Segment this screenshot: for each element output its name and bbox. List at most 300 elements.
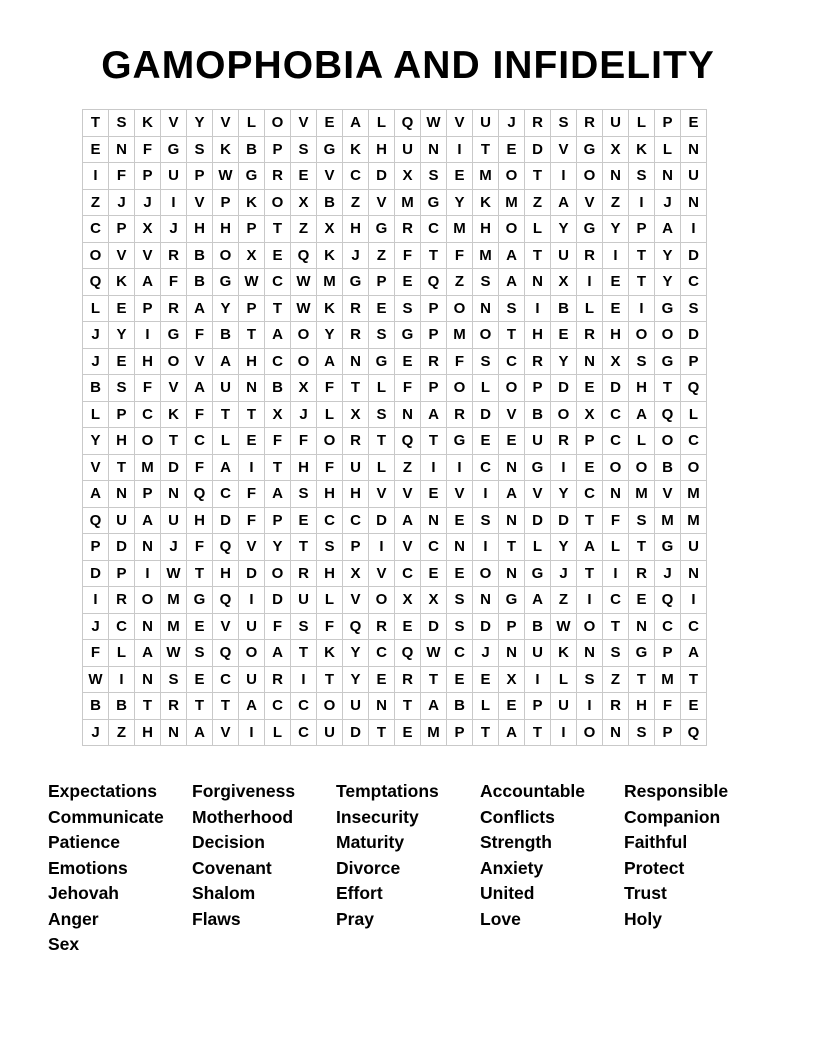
grid-cell: E [369, 295, 395, 322]
grid-cell: U [473, 110, 499, 137]
grid-cell: V [525, 481, 551, 508]
grid-cell: W [213, 163, 239, 190]
grid-cell: I [109, 666, 135, 693]
grid-cell: G [161, 322, 187, 349]
grid-cell: D [369, 507, 395, 534]
grid-cell: E [499, 136, 525, 163]
grid-cell: O [317, 693, 343, 720]
word-list-item: Motherhood [192, 806, 294, 827]
grid-cell: D [213, 507, 239, 534]
grid-cell: N [681, 189, 707, 216]
grid-cell: K [629, 136, 655, 163]
grid-cell: G [655, 348, 681, 375]
grid-row [83, 534, 707, 561]
grid-cell: X [577, 401, 603, 428]
grid-row [83, 216, 707, 243]
grid-cell: T [291, 640, 317, 667]
grid-cell: M [655, 507, 681, 534]
grid-cell: S [629, 163, 655, 190]
grid-cell: A [265, 322, 291, 349]
grid-cell: C [447, 640, 473, 667]
grid-cell: A [265, 640, 291, 667]
grid-row [83, 481, 707, 508]
grid-cell: U [213, 375, 239, 402]
grid-cell: O [629, 322, 655, 349]
grid-cell: T [109, 454, 135, 481]
grid-cell: B [187, 269, 213, 296]
grid-cell: T [603, 613, 629, 640]
grid-cell: Y [655, 242, 681, 269]
grid-cell: R [447, 401, 473, 428]
word-list-item: Effort [336, 883, 383, 904]
grid-cell: E [473, 428, 499, 455]
grid-row [83, 163, 707, 190]
grid-cell: G [629, 640, 655, 667]
grid-cell: P [135, 481, 161, 508]
word-list-item: Protect [624, 857, 685, 878]
grid-cell: W [421, 110, 447, 137]
grid-cell: F [447, 242, 473, 269]
grid-cell: P [265, 136, 291, 163]
grid-cell: G [525, 560, 551, 587]
grid-cell: G [577, 216, 603, 243]
grid-cell: O [473, 560, 499, 587]
grid-cell: E [187, 613, 213, 640]
grid-cell: Z [343, 189, 369, 216]
grid-cell: N [239, 375, 265, 402]
grid-cell: B [265, 375, 291, 402]
grid-row [83, 613, 707, 640]
grid-cell: X [603, 348, 629, 375]
grid-cell: G [421, 189, 447, 216]
grid-cell: C [369, 640, 395, 667]
grid-cell: Y [187, 110, 213, 137]
grid-cell: U [317, 719, 343, 746]
grid-cell: I [681, 587, 707, 614]
grid-row [83, 719, 707, 746]
grid-cell: G [499, 587, 525, 614]
grid-cell: O [447, 295, 473, 322]
grid-cell: Y [551, 481, 577, 508]
grid-cell: N [135, 534, 161, 561]
word-list-item: Pray [336, 908, 374, 929]
grid-cell: X [395, 587, 421, 614]
grid-cell: V [187, 348, 213, 375]
grid-cell: A [187, 375, 213, 402]
grid-cell: E [447, 163, 473, 190]
grid-cell: E [447, 666, 473, 693]
grid-cell: R [577, 242, 603, 269]
grid-cell: W [161, 560, 187, 587]
grid-cell: Y [655, 269, 681, 296]
grid-cell: T [681, 666, 707, 693]
grid-cell: D [681, 322, 707, 349]
grid-cell: V [213, 719, 239, 746]
grid-cell: O [603, 454, 629, 481]
grid-cell: L [577, 295, 603, 322]
grid-cell: C [83, 216, 109, 243]
grid-cell: U [109, 507, 135, 534]
grid-cell: A [421, 693, 447, 720]
grid-cell: S [577, 666, 603, 693]
grid-cell: N [577, 640, 603, 667]
grid-cell: F [239, 481, 265, 508]
grid-cell: L [473, 693, 499, 720]
grid-cell: M [395, 189, 421, 216]
grid-cell: C [265, 693, 291, 720]
word-list-item: Companion [624, 806, 721, 827]
grid-cell: Q [213, 640, 239, 667]
grid-cell: P [135, 163, 161, 190]
grid-cell: N [603, 163, 629, 190]
grid-cell: N [161, 481, 187, 508]
grid-cell: G [317, 136, 343, 163]
grid-cell: C [187, 428, 213, 455]
grid-cell: Q [395, 428, 421, 455]
grid-cell: O [265, 189, 291, 216]
grid-cell: K [343, 136, 369, 163]
grid-row [83, 189, 707, 216]
grid-cell: X [291, 375, 317, 402]
grid-cell: V [187, 189, 213, 216]
grid-cell: E [603, 295, 629, 322]
grid-cell: D [603, 375, 629, 402]
word-list-item: Insecurity [336, 806, 419, 827]
grid-cell: A [499, 269, 525, 296]
grid-cell: S [369, 401, 395, 428]
grid-cell: L [681, 401, 707, 428]
grid-cell: N [681, 560, 707, 587]
grid-cell: I [603, 560, 629, 587]
grid-cell: N [603, 719, 629, 746]
grid-row [83, 401, 707, 428]
grid-cell: P [447, 719, 473, 746]
grid-cell: F [317, 613, 343, 640]
grid-row [83, 640, 707, 667]
grid-cell: M [473, 163, 499, 190]
grid-cell: I [239, 454, 265, 481]
grid-cell: F [135, 375, 161, 402]
grid-cell: A [343, 110, 369, 137]
grid-cell: R [265, 666, 291, 693]
grid-cell: G [213, 269, 239, 296]
grid-row [83, 269, 707, 296]
grid-cell: S [109, 110, 135, 137]
grid-cell: A [187, 295, 213, 322]
grid-cell: F [187, 454, 213, 481]
grid-cell: B [213, 322, 239, 349]
grid-cell: I [135, 322, 161, 349]
grid-cell: B [447, 693, 473, 720]
grid-cell: A [135, 507, 161, 534]
grid-cell: S [473, 507, 499, 534]
word-list-item: Shalom [192, 883, 256, 904]
grid-cell: S [421, 163, 447, 190]
grid-cell: E [395, 348, 421, 375]
grid-cell: T [473, 719, 499, 746]
grid-cell: N [499, 507, 525, 534]
grid-cell: C [343, 507, 369, 534]
grid-cell: N [525, 269, 551, 296]
grid-cell: Y [317, 322, 343, 349]
grid-cell: R [525, 348, 551, 375]
grid-cell: T [577, 507, 603, 534]
grid-cell: G [369, 216, 395, 243]
grid-row [83, 454, 707, 481]
grid-cell: C [603, 428, 629, 455]
grid-cell: E [395, 719, 421, 746]
grid-cell: I [525, 295, 551, 322]
word-list-item: Strength [480, 832, 552, 853]
grid-cell: R [395, 216, 421, 243]
grid-cell: W [421, 640, 447, 667]
grid-cell: T [421, 428, 447, 455]
grid-cell: J [135, 189, 161, 216]
grid-cell: D [473, 613, 499, 640]
grid-cell: T [629, 666, 655, 693]
grid-cell: Z [83, 189, 109, 216]
grid-cell: A [681, 640, 707, 667]
grid-cell: R [161, 242, 187, 269]
grid-cell: X [135, 216, 161, 243]
grid-cell: G [655, 295, 681, 322]
grid-cell: U [525, 428, 551, 455]
grid-cell: V [161, 110, 187, 137]
grid-cell: G [577, 136, 603, 163]
grid-cell: C [681, 269, 707, 296]
grid-cell: T [213, 401, 239, 428]
grid-cell: T [499, 534, 525, 561]
grid-cell: U [343, 454, 369, 481]
word-list-row [48, 830, 788, 856]
grid-cell: M [655, 666, 681, 693]
grid-cell: T [239, 322, 265, 349]
grid-cell: F [187, 401, 213, 428]
grid-cell: C [109, 613, 135, 640]
grid-cell: I [291, 666, 317, 693]
word-list-row [48, 932, 788, 958]
grid-cell: F [135, 136, 161, 163]
word-list-row [48, 805, 788, 831]
grid-cell: R [369, 613, 395, 640]
grid-cell: E [681, 110, 707, 137]
grid-cell: I [369, 534, 395, 561]
grid-cell: U [525, 640, 551, 667]
grid-cell: C [135, 401, 161, 428]
grid-cell: A [395, 507, 421, 534]
grid-cell: L [83, 401, 109, 428]
grid-cell: U [343, 693, 369, 720]
grid-cell: F [655, 693, 681, 720]
grid-cell: Y [343, 666, 369, 693]
grid-cell: H [369, 136, 395, 163]
grid-cell: V [213, 613, 239, 640]
grid-cell: L [317, 587, 343, 614]
grid-cell: A [655, 216, 681, 243]
grid-cell: O [681, 454, 707, 481]
grid-cell: Q [83, 269, 109, 296]
grid-cell: T [213, 693, 239, 720]
grid-cell: K [239, 189, 265, 216]
grid-cell: J [83, 719, 109, 746]
grid-cell: R [395, 666, 421, 693]
grid-cell: H [109, 428, 135, 455]
grid-cell: A [499, 481, 525, 508]
grid-cell: F [603, 507, 629, 534]
grid-cell: W [291, 269, 317, 296]
grid-cell: Z [395, 454, 421, 481]
grid-cell: N [629, 613, 655, 640]
word-list-item: Jehovah [48, 883, 119, 904]
grid-cell: T [265, 216, 291, 243]
grid-cell: Q [213, 534, 239, 561]
word-list-item: Maturity [336, 832, 405, 853]
grid-cell: U [161, 163, 187, 190]
grid-cell: A [83, 481, 109, 508]
grid-cell: S [187, 640, 213, 667]
grid-cell: J [83, 348, 109, 375]
grid-cell: T [525, 719, 551, 746]
grid-cell: A [213, 348, 239, 375]
grid-cell: C [291, 719, 317, 746]
grid-cell: N [161, 719, 187, 746]
grid-cell: P [655, 110, 681, 137]
grid-cell: T [629, 242, 655, 269]
grid-cell: O [213, 242, 239, 269]
grid-cell: V [369, 189, 395, 216]
grid-cell: F [317, 375, 343, 402]
grid-cell: H [213, 216, 239, 243]
grid-cell: N [473, 587, 499, 614]
grid-cell: S [291, 613, 317, 640]
grid-cell: I [577, 587, 603, 614]
grid-cell: F [265, 613, 291, 640]
grid-cell: H [317, 481, 343, 508]
grid-cell: L [265, 719, 291, 746]
grid-cell: D [525, 507, 551, 534]
grid-cell: T [135, 693, 161, 720]
grid-cell: Z [369, 242, 395, 269]
grid-cell: K [317, 640, 343, 667]
word-list-item: Conflicts [480, 806, 555, 827]
grid-cell: H [629, 375, 655, 402]
grid-cell: N [577, 348, 603, 375]
grid-cell: J [343, 242, 369, 269]
grid-cell: Q [395, 110, 421, 137]
grid-cell: D [421, 613, 447, 640]
grid-cell: N [135, 666, 161, 693]
grid-cell: R [629, 560, 655, 587]
grid-cell: P [499, 613, 525, 640]
grid-cell: T [499, 322, 525, 349]
grid-cell: V [369, 560, 395, 587]
word-list-item: United [480, 883, 535, 904]
grid-cell: G [525, 454, 551, 481]
grid-cell: K [317, 295, 343, 322]
word-list-row [48, 907, 788, 933]
grid-cell: J [109, 189, 135, 216]
grid-cell: E [395, 613, 421, 640]
word-list-item: Responsible [624, 781, 729, 802]
grid-cell: M [473, 242, 499, 269]
grid-cell: F [187, 534, 213, 561]
grid-cell: F [447, 348, 473, 375]
grid-cell: Q [681, 375, 707, 402]
grid-cell: I [551, 454, 577, 481]
grid-cell: C [421, 534, 447, 561]
grid-cell: D [161, 454, 187, 481]
grid-cell: Z [551, 587, 577, 614]
word-list-item: Temptations [336, 781, 439, 802]
grid-cell: I [421, 454, 447, 481]
grid-cell: A [239, 693, 265, 720]
grid-cell: O [551, 401, 577, 428]
grid-cell: N [447, 534, 473, 561]
grid-cell: U [239, 666, 265, 693]
grid-cell: R [161, 295, 187, 322]
grid-cell: S [291, 481, 317, 508]
grid-cell: G [343, 269, 369, 296]
grid-cell: I [629, 295, 655, 322]
grid-cell: Y [83, 428, 109, 455]
grid-cell: B [239, 136, 265, 163]
grid-cell: Y [551, 216, 577, 243]
grid-cell: K [213, 136, 239, 163]
grid-cell: E [499, 428, 525, 455]
grid-cell: S [473, 269, 499, 296]
grid-cell: T [369, 719, 395, 746]
grid-cell: O [577, 163, 603, 190]
grid-cell: A [135, 269, 161, 296]
grid-row [83, 110, 707, 137]
grid-cell: W [551, 613, 577, 640]
grid-cell: M [317, 269, 343, 296]
grid-cell: V [317, 163, 343, 190]
grid-cell: Y [213, 295, 239, 322]
grid-cell: S [395, 295, 421, 322]
grid-cell: L [629, 110, 655, 137]
grid-cell: T [265, 454, 291, 481]
grid-cell: P [525, 375, 551, 402]
grid-cell: V [447, 481, 473, 508]
grid-cell: D [369, 163, 395, 190]
grid-cell: N [421, 136, 447, 163]
grid-cell: P [629, 216, 655, 243]
grid-cell: E [83, 136, 109, 163]
grid-cell: T [161, 428, 187, 455]
grid-cell: E [317, 110, 343, 137]
grid-cell: V [395, 534, 421, 561]
grid-cell: I [577, 693, 603, 720]
grid-cell: K [161, 401, 187, 428]
grid-cell: Q [187, 481, 213, 508]
grid-cell: H [343, 216, 369, 243]
grid-row [83, 295, 707, 322]
grid-cell: T [655, 375, 681, 402]
grid-cell: U [603, 110, 629, 137]
grid-cell: X [551, 269, 577, 296]
grid-cell: A [135, 640, 161, 667]
grid-cell: Z [525, 189, 551, 216]
grid-cell: C [213, 481, 239, 508]
grid-cell: P [421, 295, 447, 322]
grid-cell: O [291, 348, 317, 375]
grid-cell: N [109, 481, 135, 508]
grid-cell: L [551, 666, 577, 693]
grid-cell: I [473, 534, 499, 561]
grid-cell: F [317, 454, 343, 481]
grid-cell: O [655, 322, 681, 349]
